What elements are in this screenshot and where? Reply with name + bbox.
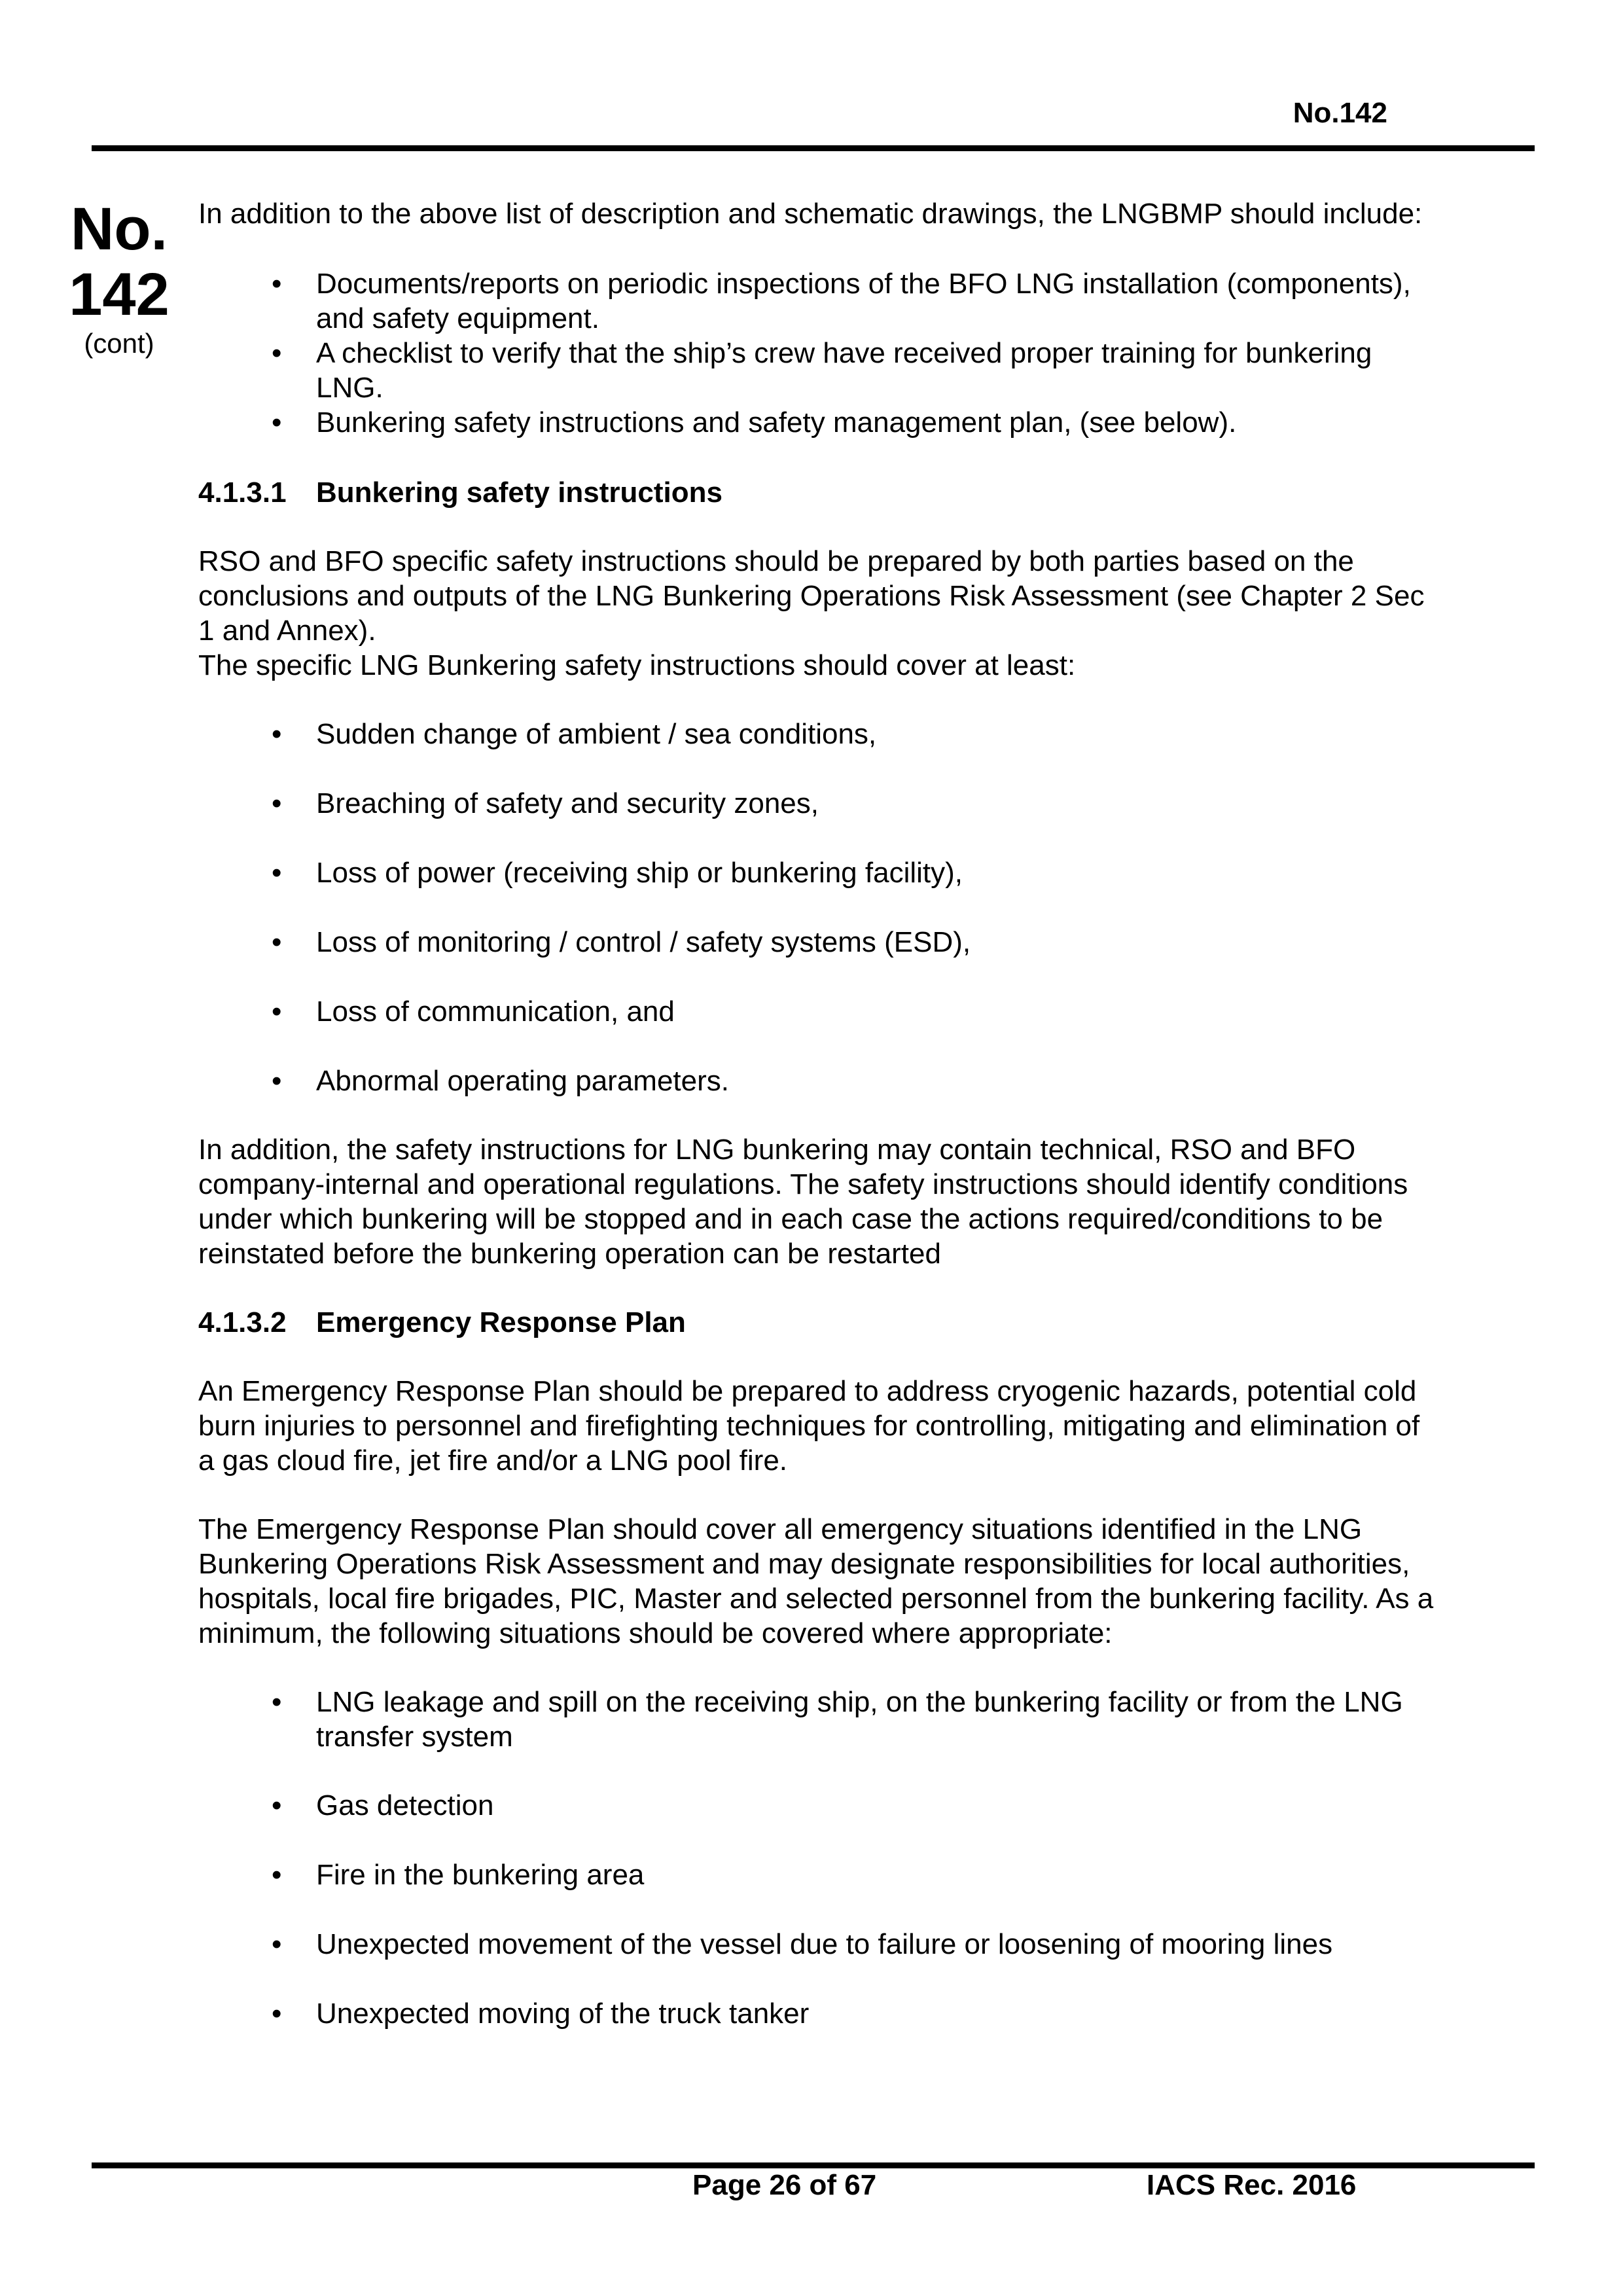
document-body: [198, 196, 1442, 2031]
footer-rec: IACS Rec. 2016: [1147, 2169, 1357, 2201]
sidebar-number: 142: [69, 261, 169, 328]
section-4131-paragraph-1: RSO and BFO specific safety instructions should be prepared by both parties based on the conclusions and outputs of the LNG Bunkering Operations Risk Assessment (see Chapter 2 Sec 1 and Annex).: [198, 545, 1425, 647]
sidebar-no: No.: [70, 196, 168, 262]
section-4131-paragraph-3: In addition, the safety instructions for LNG bunkering may contain technical, RSO and BFO company-internal and operational regulations. The safety instructions should identify conditions under which bunkering will be stopped and in each case the actions required/conditions to be reinstated before the bunkering operation can be restarted: [198, 1134, 1408, 1270]
list-item: • Abnormal operating parameters.: [198, 1064, 1442, 1098]
section-4131-paragraph-2: The specific LNG Bunkering safety instructions should cover at least:: [198, 649, 1076, 681]
footer-page-number: Page 26 of 67: [692, 2169, 877, 2201]
list-item: • LNG leakage and spill on the receiving ship, on the bunkering facility or from the LNG transfer system: [198, 1685, 1442, 1754]
intro-list: [198, 266, 1442, 440]
list-item: • Gas detection: [198, 1788, 1442, 1823]
section-4132-paragraph-2: The Emergency Response Plan should cover all emergency situations identified in the LNG Bunkering Operations Risk Assessment and may designate responsibilities for local authorities, hospitals, local fire brigades, PIC, Master and selected personnel from the bunkering facility. As a minimum, the following situations should be covered where appropriate:: [198, 1513, 1434, 1649]
list-item: • Sudden change of ambient / sea conditions,: [198, 717, 1442, 751]
section-heading-4132: [198, 1305, 1442, 1340]
section-number: 4.1.3.1: [198, 476, 287, 509]
section-title: Bunkering safety instructions: [316, 476, 723, 509]
sidebar-label: [54, 196, 185, 360]
list-item: • Breaching of safety and security zones,: [198, 786, 1442, 821]
section-number: 4.1.3.2: [198, 1306, 287, 1338]
list-item: • Unexpected movement of the vessel due to failure or loosening of mooring lines: [198, 1927, 1442, 1962]
list-item: • Documents/reports on periodic inspections of the BFO LNG installation (components), and safety equipment.: [198, 266, 1442, 336]
section-title: Emergency Response Plan: [316, 1306, 686, 1338]
list-item: • Loss of communication, and: [198, 994, 1442, 1029]
list-item: • A checklist to verify that the ship’s crew have received proper training for bunkering LNG.: [198, 336, 1442, 405]
sidebar-cont: (cont): [84, 328, 154, 359]
safety-instructions-list: [198, 717, 1442, 1098]
intro-paragraph: In addition to the above list of description and schematic drawings, the LNGBMP should include:: [198, 198, 1423, 230]
footer-rule: [92, 2162, 1535, 2168]
list-item: • Fire in the bunkering area: [198, 1857, 1442, 1892]
emergency-situations-list: [198, 1685, 1442, 2031]
list-item: • Unexpected moving of the truck tanker: [198, 1996, 1442, 2031]
list-item: • Loss of monitoring / control / safety systems (ESD),: [198, 925, 1442, 960]
list-item: • Bunkering safety instructions and safety management plan, (see below).: [198, 405, 1442, 440]
section-4132-paragraph-1: An Emergency Response Plan should be prepared to address cryogenic hazards, potential cold burn injuries to personnel and firefighting techniques for controlling, mitigating and elimination of a gas cloud fire, jet fire and/or a LNG pool fire.: [198, 1375, 1420, 1477]
header-rule: [92, 145, 1535, 151]
list-item: • Loss of power (receiving ship or bunkering facility),: [198, 855, 1442, 890]
section-heading-4131: [198, 475, 1442, 510]
header-doc-number: No.142: [1293, 97, 1387, 129]
